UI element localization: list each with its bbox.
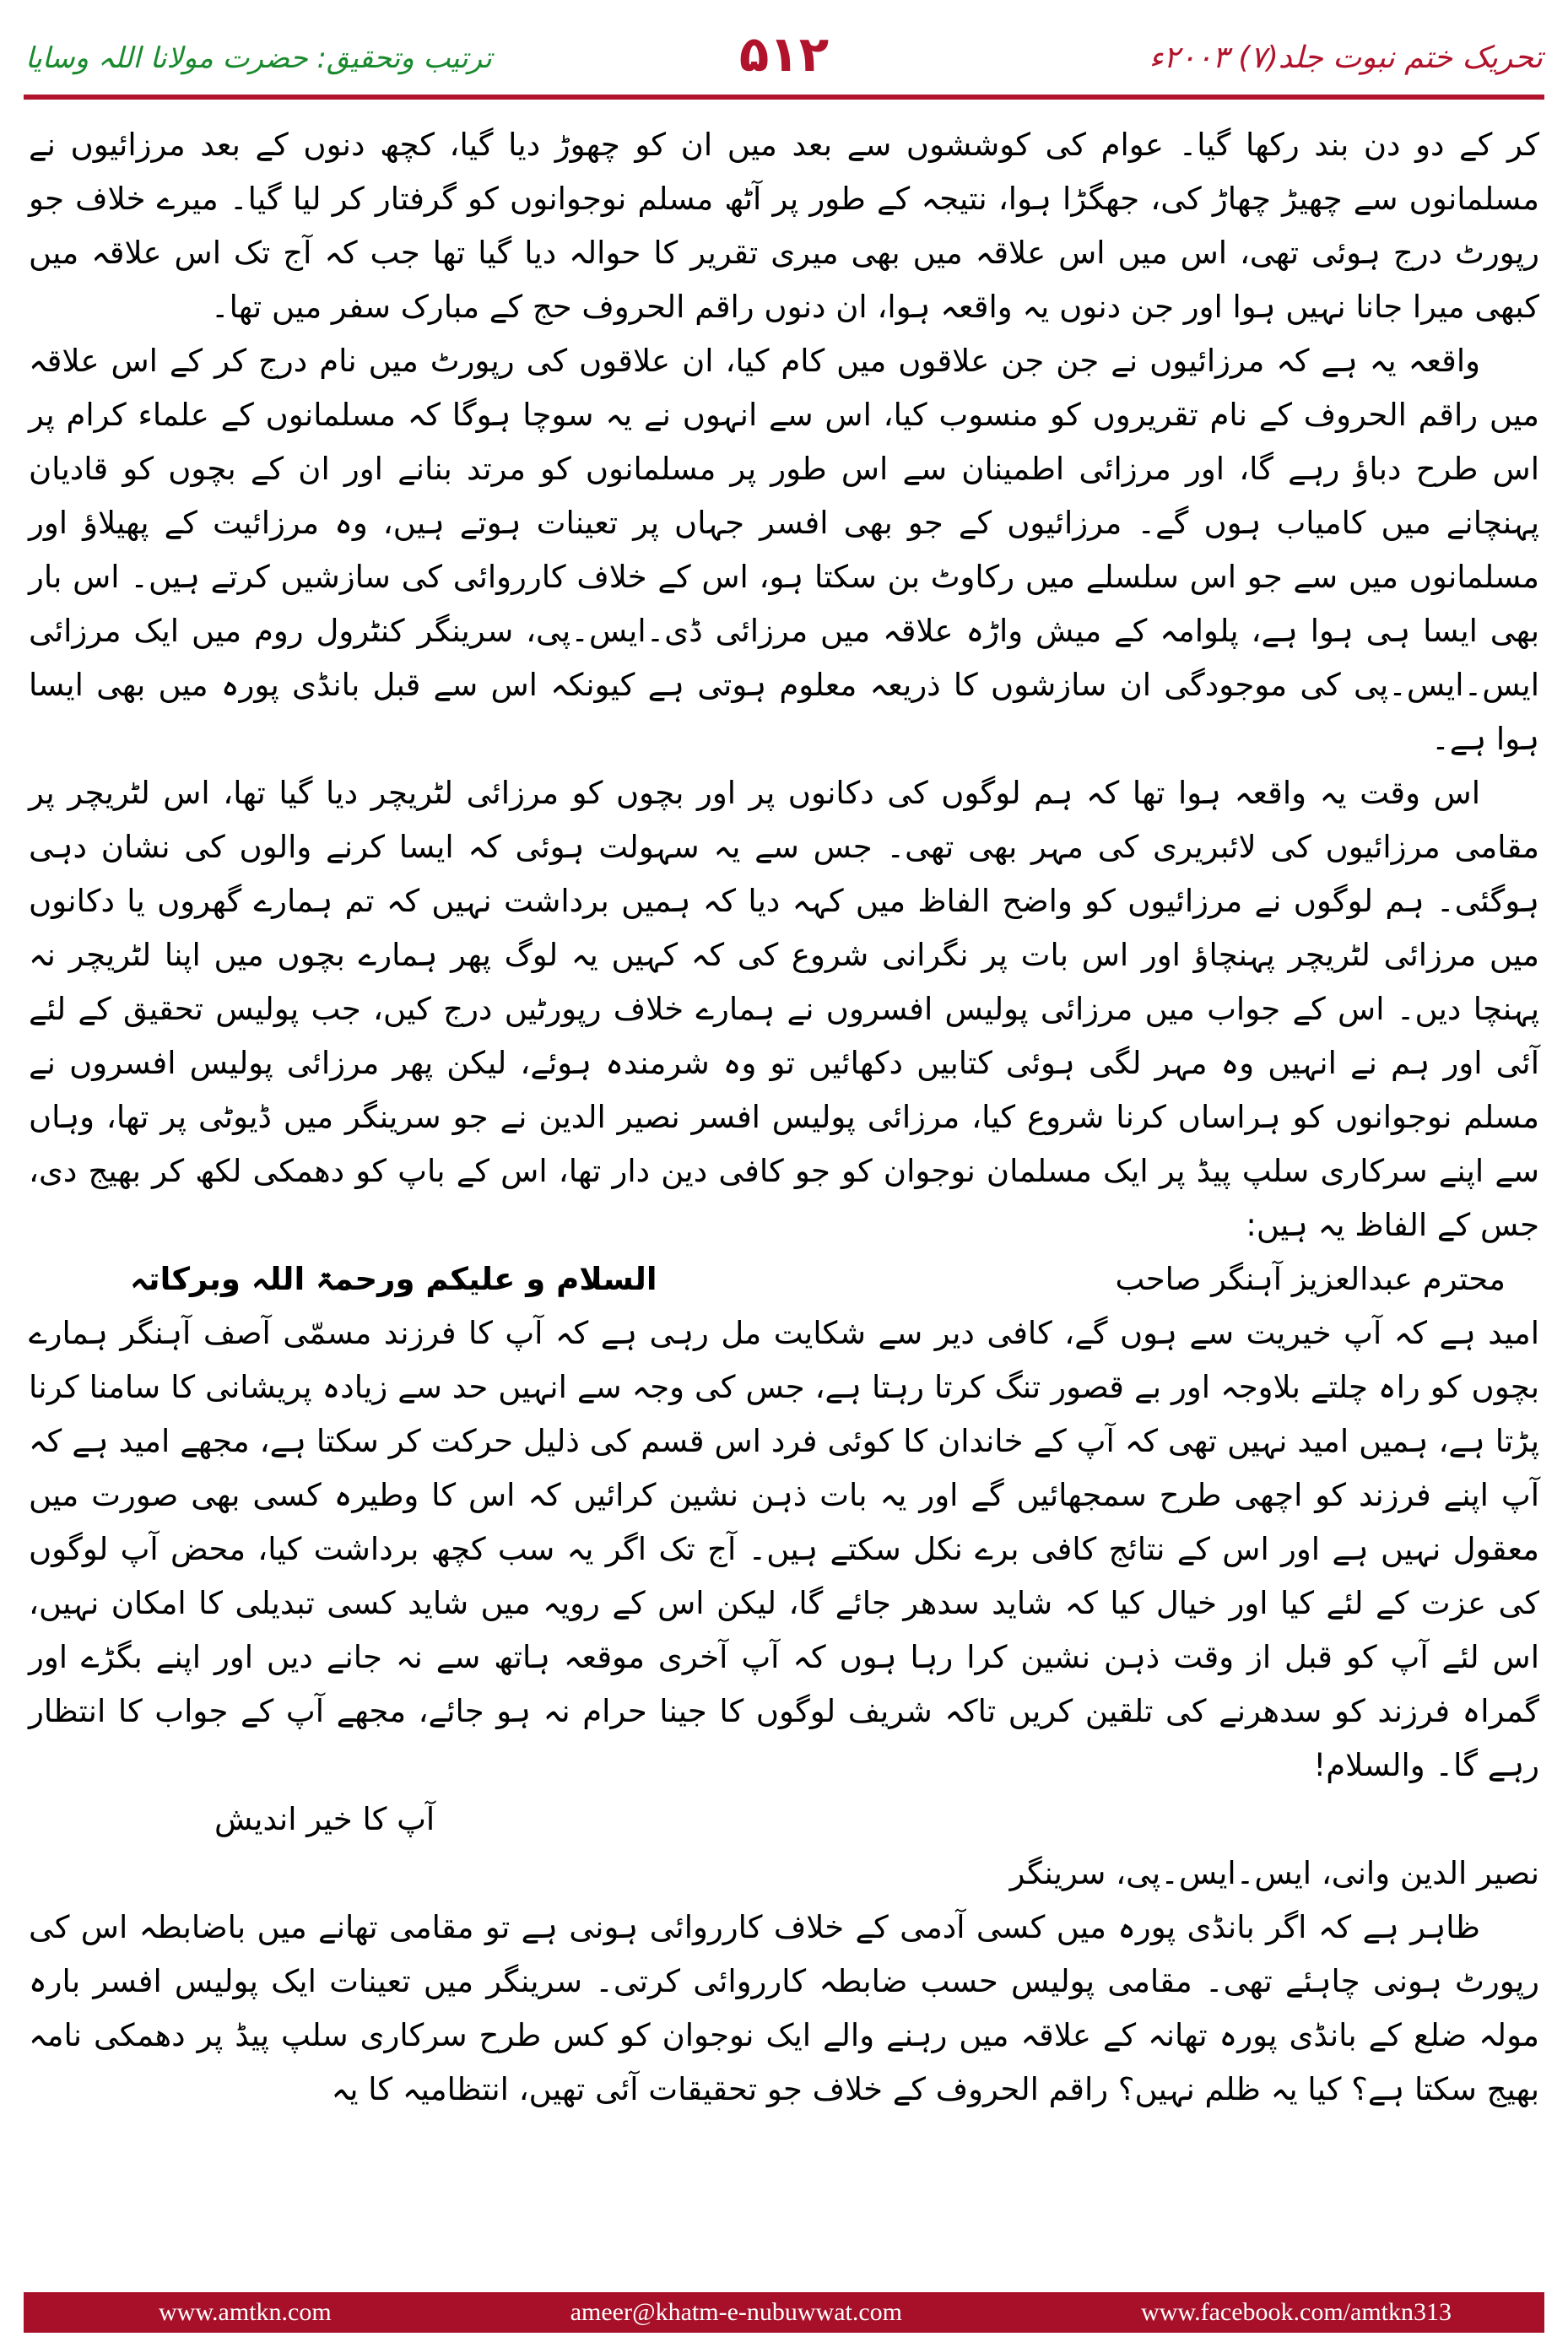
- page-footer: [24, 2292, 1544, 2333]
- page-header: [0, 0, 1568, 110]
- editor-credit: ترتیب وتحقیق: حضرت مولانا اللہ وسایا: [25, 41, 492, 75]
- letter-header: [29, 1252, 1539, 1306]
- letter-closing-row: [29, 1793, 1539, 1847]
- header-divider: [24, 95, 1544, 100]
- paragraph: اس وقت یہ واقعہ ہوا تھا کہ ہم لوگوں کی دکانوں پر اور بچوں کو مرزائی لٹریچر دیا گیا تھا، اس لٹریچر پر مقامی مرزائیوں کی لائبریری کی مہر بھی تھی۔ جس سے یہ سہولت ہوئی کہ ایسا کرنے والوں کی نشان دہی ہوگئی۔ ہم لوگوں نے مرزائیوں کو واضح الفاظ میں کہہ دیا کہ ہمیں برداشت نہیں کہ تم ہمارے گھروں یا دکانوں میں مرزائی لٹریچر پہنچاؤ اور اس بات پر نگرانی شروع کی کہ کہیں یہ لوگ پھر ہمارے بچوں میں اپنا لٹریچر نہ پہنچا دیں۔ اس کے جواب میں مرزائی پولیس افسروں نے ہمارے خلاف رپورٹیں درج کیں، جب پولیس تحقیق کے لئے آئی اور ہم نے انہیں وہ مہر لگی ہوئی کتابیں دکھائیں تو وہ شرمندہ ہوئے، لیکن پھر مرزائی پولیس افسروں نے مسلم نوجوانوں کو ہراساں کرنا شروع کیا، مرزائی پولیس افسر نصیر الدین نے جو سرینگر میں ڈیوٹی پر تھا، وہاں سے اپنے سرکاری سلپ پیڈ پر ایک مسلمان نوجوان کو جو کافی دین دار تھا، اس کے باپ کو دھمکی لکھ کر بھیج دی، جس کے الفاظ یہ ہیں:: [29, 775, 1539, 1243]
- paragraph: کر کے دو دن بند رکھا گیا۔ عوام کی کوششوں سے بعد میں ان کو چھوڑ دیا گیا، کچھ دنوں کے بعد مرزائیوں نے مسلمانوں سے چھیڑ چھاڑ کی، جھگڑا ہوا، نتیجہ کے طور پر آٹھ مسلم نوجوانوں کو گرفتار کر لیا گیا۔ میرے خلاف جو رپورٹ درج ہوئی تھی، اس میں اس علاقہ میں بھی میری تقریر کا حوالہ دیا گیا تھا جب کہ آج تک اس علاقہ میں کبھی میرا جانا نہیں ہوا اور جن دنوں یہ واقعہ ہوا، ان دنوں راقم الحروف حج کے مبارک سفر میں تھا۔: [29, 127, 1539, 325]
- website-link[interactable]: www.amtkn.com: [159, 2298, 332, 2326]
- letter-salutation: محترم عبدالعزیز آہنگر صاحب: [1115, 1261, 1506, 1297]
- paragraph: واقعہ یہ ہے کہ مرزائیوں نے جن جن علاقوں میں کام کیا، ان علاقوں کی رپورٹ میں نام درج کر کے اس علاقہ میں راقم الحروف کے نام تقریروں کو منسوب کیا، اس سے انہوں نے یہ سوچا ہوگا کہ مسلمانوں کے علماء کرام پر اس طرح دباؤ رہے گا، اور مرزائی اطمینان سے اس طور پر مسلمانوں کو مرتد بنانے اور ان کے بچوں کو قادیان پہنچانے میں کامیاب ہوں گے۔ مرزائیوں کے جو بھی افسر جہاں پر تعینات ہوتے ہیں، وہ مرزائیت کے پھیلاؤ اور مسلمانوں میں سے جو اس سلسلے میں رکاوٹ بن سکتا ہو، اس کے خلاف کارروائی کی سازشیں کرتے ہیں۔ اس بار بھی ایسا ہی ہوا ہے، پلوامہ کے میش واڑہ علاقہ میں مرزائی ڈی۔ایس۔پی، سرینگر کنٹرول روم میں ایک مرزائی ایس۔ایس۔پی کی موجودگی ان سازشوں کا ذریعہ معلوم ہوتی ہے کیونکہ اس سے قبل بانڈی پورہ میں بھی ایسا ہوا ہے۔: [29, 343, 1539, 757]
- email-link[interactable]: ameer@khatm-e-nubuwwat.com: [570, 2298, 903, 2326]
- letter-text: امید ہے کہ آپ خیریت سے ہوں گے، کافی دیر سے شکایت مل رہی ہے کہ آپ کا فرزند مسمّی آصف آہنگر ہمارے بچوں کو راہ چلتے بلاوجہ اور بے قصور تنگ کرتا رہتا ہے، جس کی وجہ سے انہیں حد سے زیادہ پریشانی کا سامنا کرنا پڑتا ہے، ہمیں امید نہیں تھی کہ آپ کے خاندان کا کوئی فرد اس قسم کی ذلیل حرکت کر سکتا ہے، مجھے امید ہے کہ آپ اپنے فرزند کو اچھی طرح سمجھائیں گے اور یہ بات ذہن نشین کرائیں کہ اس کا وطیرہ کسی بھی صورت میں معقول نہیں ہے اور اس کے نتائج کافی برے نکل سکتے ہیں۔ آج تک اگر یہ سب کچھ برداشت کیا، محض آپ لوگوں کی عزت کے لئے کیا اور خیال کیا کہ شاید سدھر جائے گا، لیکن اس کے رویہ میں شاید کسی تبدیلی کا امکان نہیں، اس لئے آپ کو قبل از وقت ذہن نشین کرا رہا ہوں کہ آپ آخری موقعہ ہاتھ سے نہ جانے دیں اور اپنے بگڑے اور گمراہ فرزند کو سدھرنے کی تلقین کریں تاکہ شریف لوگوں کا جینا حرام نہ ہو جائے، مجھے آپ کے جواب کا انتظار رہے گا۔ والسلام!: [29, 1315, 1539, 1783]
- letter-greeting: السلام و علیکم ورحمۃ اللہ وبرکاتہ: [130, 1261, 657, 1297]
- book-title: تحریک ختم نبوت جلد(۷) ۲۰۰۳ء: [1149, 41, 1543, 75]
- letter-signature: نصیر الدین وانی، ایس۔ایس۔پی، سرینگر: [1009, 1855, 1539, 1891]
- page-body: [29, 118, 1539, 2253]
- facebook-link[interactable]: www.facebook.com/amtkn313: [1141, 2298, 1452, 2326]
- page-number: ۵۱۲: [738, 25, 830, 83]
- letter-closing: آپ کا خیر اندیش: [214, 1801, 435, 1837]
- paragraph: ظاہر ہے کہ اگر بانڈی پورہ میں کسی آدمی کے خلاف کارروائی ہونی ہے تو مقامی تھانے میں باضابطہ اس کی رپورٹ ہونی چاہئے تھی۔ مقامی پولیس حسب ضابطہ کارروائی کرتی۔ سرینگر میں تعینات ایک پولیس افسر بارہ مولہ ضلع کے بانڈی پورہ تھانہ کے علاقہ میں رہنے والے ایک نوجوان کو کس طرح سرکاری سلپ پیڈ پر دھمکی نامہ بھیج سکتا ہے؟ کیا یہ ظلم نہیں؟ راقم الحروف کے خلاف جو تحقیقات آئی تھیں، انتظامیہ کا یہ: [29, 1909, 1539, 2107]
